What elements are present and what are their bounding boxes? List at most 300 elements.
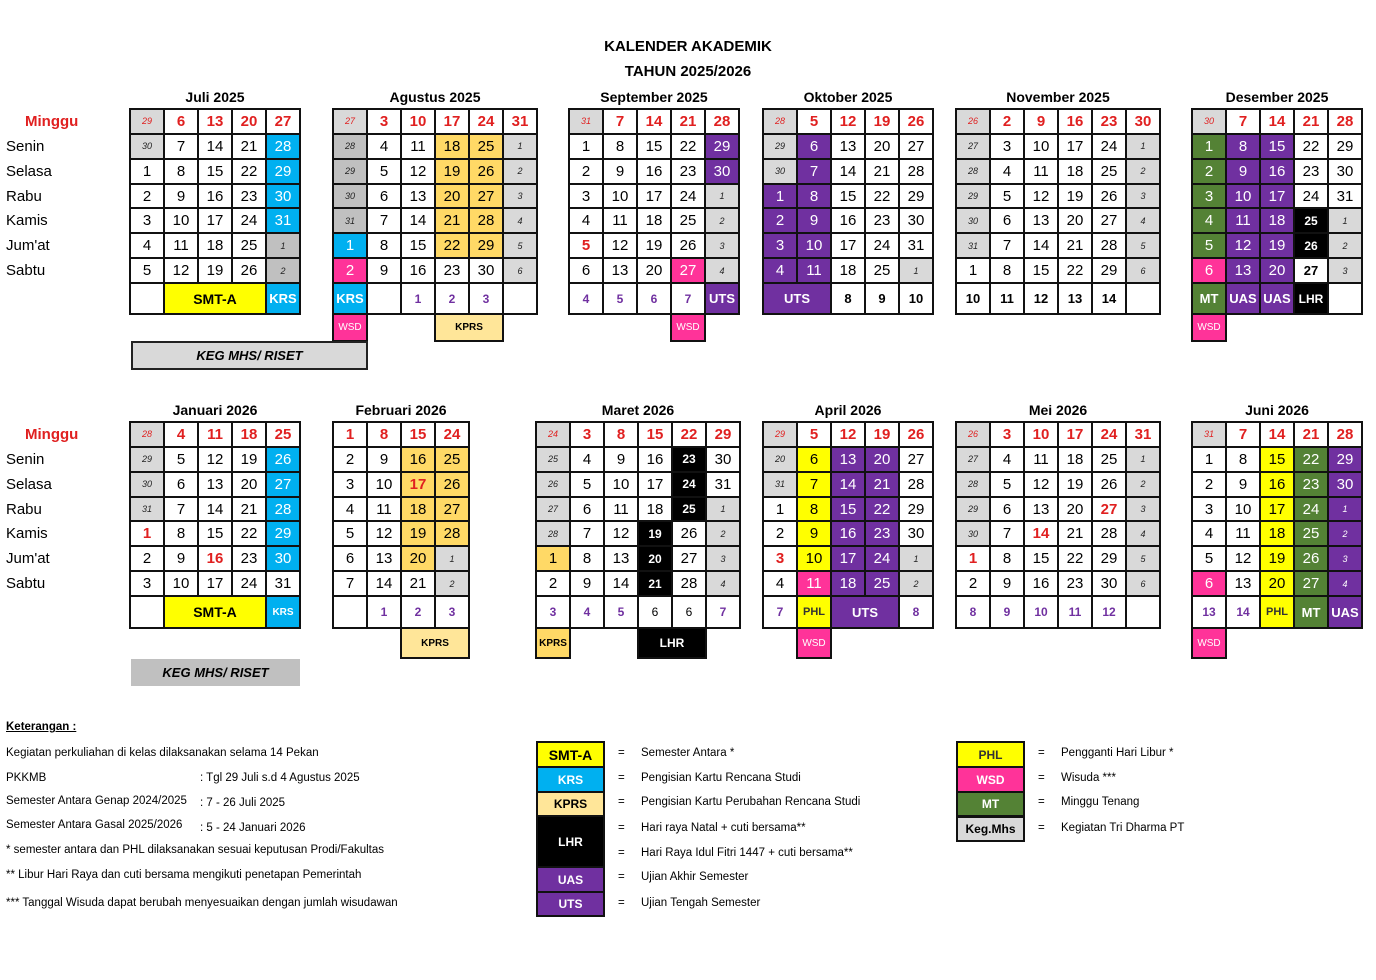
day-cell: 26 [434, 471, 470, 498]
day-cell: 21 [434, 207, 470, 234]
day-cell: 18 [830, 257, 866, 284]
day-cell: 10 [602, 183, 638, 210]
day-cell: 23 [1091, 108, 1127, 135]
note-sa-gasal-label: Semester Antara Gasal 2025/2026 [6, 819, 183, 831]
day-cell: 26 [231, 257, 267, 284]
day-cell: 10 [1225, 496, 1261, 523]
day-cell: 23 [231, 545, 267, 572]
day-cell: 13 [602, 257, 638, 284]
day-cell: 16 [1259, 471, 1295, 498]
week-number-cell: 8 [830, 282, 866, 315]
day-cell: 12 [400, 158, 436, 185]
week-number-cell: LHR [1293, 282, 1329, 315]
day-cell: 19 [864, 108, 900, 135]
day-cell: 2 [434, 570, 470, 597]
day-cell: 11 [796, 257, 832, 284]
day-cell: 20 [434, 183, 470, 210]
day-cell: 1 [704, 183, 740, 210]
day-cell: 13 [1023, 496, 1059, 523]
day-cell: 10 [1023, 133, 1059, 160]
day-cell: 19 [400, 520, 436, 547]
week-number-cell [366, 282, 402, 315]
day-cell: 30 [468, 257, 504, 284]
day-cell: 30 [898, 207, 934, 234]
week-number-cell: 13 [1191, 595, 1227, 629]
note-lecture-weeks: Kegiatan perkuliahan di kelas dilaksanakan selama 14 Pekan [6, 747, 319, 759]
day-cell: 2 [1327, 520, 1363, 547]
day-cell: 7 [1225, 108, 1261, 135]
day-cell: 1 [332, 421, 368, 448]
day-cell: 3 [1191, 183, 1227, 210]
day-cell: 14 [603, 570, 639, 597]
day-cell: 28 [762, 108, 798, 135]
day-cell: 1 [1125, 446, 1161, 473]
day-cell: 5 [1125, 232, 1161, 259]
day-cell: 24 [864, 545, 900, 572]
day-cell: 3 [1327, 545, 1363, 572]
day-cell: 17 [197, 570, 233, 597]
day-cell: 4 [1191, 207, 1227, 234]
day-cell: 25 [671, 496, 707, 523]
day-cell: 31 [762, 471, 798, 498]
day-cell: 3 [129, 207, 165, 234]
day-cell: 4 [989, 446, 1025, 473]
day-cell: 30 [265, 183, 301, 210]
event-label-wsd: WSD [332, 313, 368, 342]
day-cell: 12 [830, 421, 866, 448]
day-cell: 2 [129, 183, 165, 210]
day-cell: 20 [1259, 570, 1295, 597]
day-cell: 17 [830, 232, 866, 259]
legend-swatch-mt: MT [956, 791, 1025, 817]
week-number-cell: KRS [265, 595, 301, 629]
day-cell: 27 [434, 496, 470, 523]
legend-desc-lhr-idulfitri: Hari Raya Idul Fitri 1447 + cuti bersama** [641, 847, 853, 859]
day-cell: 27 [468, 183, 504, 210]
day-cell: 1 [129, 158, 165, 185]
week-number-cell: 13 [1057, 282, 1093, 315]
week-number-cell: MT [1191, 282, 1227, 315]
day-cell: 2 [502, 158, 538, 185]
day-cell: 2 [1191, 471, 1227, 498]
day-cell: 30 [762, 158, 798, 185]
event-label-wsd: WSD [670, 313, 706, 342]
day-cell: 28 [468, 207, 504, 234]
day-cell: 4 [332, 496, 368, 523]
day-cell: 17 [1259, 183, 1295, 210]
week-number-cell: UTS [830, 595, 900, 629]
day-cell: 14 [197, 496, 233, 523]
day-cell: 31 [129, 496, 165, 523]
day-cell: 7 [796, 158, 832, 185]
day-cell: 12 [366, 520, 402, 547]
day-cell: 14 [400, 207, 436, 234]
day-cell: 19 [1259, 545, 1295, 572]
day-cell: 10 [366, 471, 402, 498]
day-cell: 30 [1191, 108, 1227, 135]
day-cell: 16 [1259, 158, 1295, 185]
day-cell: 10 [796, 232, 832, 259]
day-cell: 17 [400, 471, 436, 498]
day-cell: 1 [898, 257, 934, 284]
legend-desc-smta: Semester Antara * [641, 747, 735, 759]
day-cell: 7 [163, 496, 199, 523]
week-number-cell: 6 [636, 282, 672, 315]
day-cell: 1 [434, 545, 470, 572]
day-cell: 15 [197, 520, 233, 547]
day-cell: 25 [468, 133, 504, 160]
day-cell: 27 [265, 471, 301, 498]
legend-swatch-smta: SMT-A [536, 741, 605, 768]
note-pkkmb-label: PKKMB [6, 772, 47, 784]
day-cell: 31 [898, 232, 934, 259]
day-cell: 27 [1091, 496, 1127, 523]
day-cell: 16 [400, 446, 436, 473]
day-cell: 17 [1057, 421, 1093, 448]
day-cell: 5 [796, 421, 832, 448]
legend-swatch-uas: UAS [536, 866, 605, 893]
event-label-wsd: WSD [1191, 313, 1227, 342]
day-cell: 8 [602, 133, 638, 160]
day-cell: 11 [1225, 520, 1261, 547]
day-cell: 23 [434, 257, 470, 284]
day-cell: 17 [197, 207, 233, 234]
day-cell: 13 [830, 446, 866, 473]
note-pkkmb-value: : Tgl 29 Juli s.d 4 Agustus 2025 [200, 772, 360, 784]
day-cell: 16 [197, 183, 233, 210]
day-cell: 6 [796, 133, 832, 160]
day-cell: 14 [1259, 421, 1295, 448]
week-number-cell: 7 [762, 595, 798, 629]
day-cell: 7 [602, 108, 638, 135]
day-cell: 6 [163, 471, 199, 498]
day-cell: 25 [864, 257, 900, 284]
day-cell: 2 [568, 158, 604, 185]
day-cell: 30 [332, 183, 368, 210]
day-cell: 12 [1023, 183, 1059, 210]
day-cell: 4 [569, 446, 605, 473]
day-cell: 24 [1293, 183, 1329, 210]
week-number-cell: 10 [898, 282, 934, 315]
note-sa-gasal-value: : 5 - 24 Januari 2026 [200, 822, 306, 834]
day-cell: 3 [129, 570, 165, 597]
day-cell: 13 [197, 471, 233, 498]
day-cell: 4 [762, 570, 798, 597]
day-cell: 1 [502, 133, 538, 160]
day-cell: 3 [1191, 496, 1227, 523]
week-number-cell: 12 [1023, 282, 1059, 315]
day-cell: 28 [535, 520, 571, 547]
week-number-cell: 1 [400, 282, 436, 315]
week-number-cell: UTS [762, 282, 832, 315]
week-number-cell [1125, 282, 1161, 315]
day-cell: 4 [366, 133, 402, 160]
day-cell: 13 [366, 545, 402, 572]
legend-eq: = [1038, 796, 1045, 808]
day-cell: 29 [762, 421, 798, 448]
day-cell: 25 [231, 232, 267, 259]
day-cell: 1 [129, 520, 165, 547]
day-cell: 3 [1327, 257, 1363, 284]
day-cell: 29 [1091, 257, 1127, 284]
day-cell: 15 [197, 158, 233, 185]
day-cell: 30 [129, 133, 165, 160]
day-cell: 30 [1327, 158, 1363, 185]
day-cell: 5 [796, 108, 832, 135]
day-cell: 20 [762, 446, 798, 473]
legend-eq: = [618, 847, 625, 859]
day-cell: 4 [163, 421, 199, 448]
day-cell: 11 [400, 133, 436, 160]
legend-eq: = [1038, 772, 1045, 784]
day-cell: 1 [1191, 133, 1227, 160]
day-cell: 18 [636, 207, 672, 234]
day-cell: 29 [1091, 545, 1127, 572]
day-cell: 1 [332, 232, 368, 259]
day-cell: 28 [1091, 520, 1127, 547]
day-cell: 12 [163, 257, 199, 284]
day-cell: 11 [366, 496, 402, 523]
day-cell: 1 [568, 133, 604, 160]
day-cell: 5 [129, 257, 165, 284]
day-cell: 31 [705, 471, 741, 498]
day-cell: 25 [670, 207, 706, 234]
day-cell: 10 [163, 207, 199, 234]
week-number-cell: UAS [1225, 282, 1261, 315]
day-cell: 9 [569, 570, 605, 597]
day-cell: 28 [1091, 232, 1127, 259]
day-cell: 4 [502, 207, 538, 234]
day-cell: 20 [864, 446, 900, 473]
day-cell: 13 [1225, 257, 1261, 284]
note-footnote-1: * semester antara dan PHL dilaksanakan sesuai keputusan Prodi/Fakultas [6, 844, 385, 856]
day-cell: 29 [129, 446, 165, 473]
day-cell: 25 [864, 570, 900, 597]
day-cell: 18 [830, 570, 866, 597]
day-cell: 14 [636, 108, 672, 135]
day-cell: 26 [1091, 471, 1127, 498]
day-cell: 28 [332, 133, 368, 160]
day-cell: 6 [1125, 570, 1161, 597]
legend-swatch-lhr: LHR [536, 815, 605, 868]
day-cell: 22 [231, 158, 267, 185]
day-cell: 26 [1293, 232, 1329, 259]
day-cell: 26 [671, 520, 707, 547]
day-label-selasa: Selasa [6, 163, 52, 180]
legend-swatch-phl: PHL [956, 741, 1025, 768]
event-label-kprs: KPRS [535, 627, 571, 659]
day-cell: 4 [1327, 570, 1363, 597]
day-cell: 18 [1259, 207, 1295, 234]
day-cell: 15 [830, 183, 866, 210]
week-number-cell: 2 [434, 282, 470, 315]
day-cell: 16 [1023, 570, 1059, 597]
day-label-senin: Senin [6, 451, 45, 468]
day-cell: 2 [762, 207, 798, 234]
day-cell: 30 [1327, 471, 1363, 498]
day-cell: 14 [1023, 232, 1059, 259]
day-cell: 21 [864, 158, 900, 185]
day-cell: 6 [502, 257, 538, 284]
day-cell: 16 [830, 207, 866, 234]
day-cell: 6 [568, 257, 604, 284]
day-cell: 12 [1023, 471, 1059, 498]
day-cell: 21 [670, 108, 706, 135]
day-cell: 4 [1125, 207, 1161, 234]
month-title: Februari 2026 [355, 402, 447, 418]
month-title: Mei 2026 [1028, 402, 1088, 418]
day-cell: 5 [569, 471, 605, 498]
day-cell: 2 [1191, 158, 1227, 185]
day-cell: 4 [1191, 520, 1227, 547]
day-cell: 31 [1327, 183, 1363, 210]
week-number-cell: 6 [671, 595, 707, 629]
day-cell: 1 [1191, 446, 1227, 473]
day-cell: 3 [704, 232, 740, 259]
day-cell: 29 [955, 496, 991, 523]
day-cell: 9 [602, 158, 638, 185]
day-cell: 2 [265, 257, 301, 284]
day-cell: 18 [197, 232, 233, 259]
day-cell: 21 [637, 570, 673, 597]
day-cell: 25 [1091, 446, 1127, 473]
day-cell: 28 [671, 570, 707, 597]
day-cell: 8 [603, 421, 639, 448]
day-cell: 21 [231, 496, 267, 523]
day-cell: 10 [796, 545, 832, 572]
day-cell: 3 [1125, 496, 1161, 523]
day-cell: 1 [762, 183, 798, 210]
day-cell: 29 [898, 183, 934, 210]
day-cell: 28 [1327, 108, 1363, 135]
day-cell: 22 [1057, 257, 1093, 284]
day-cell: 26 [1091, 183, 1127, 210]
day-cell: 24 [434, 421, 470, 448]
day-cell: 5 [989, 471, 1025, 498]
day-cell: 25 [535, 446, 571, 473]
day-cell: 21 [231, 133, 267, 160]
week-number-cell [1327, 282, 1363, 315]
legend-eq: = [1038, 747, 1045, 759]
day-cell: 23 [864, 520, 900, 547]
day-cell: 2 [955, 570, 991, 597]
legend-swatch-krs: KRS [536, 766, 605, 793]
day-cell: 14 [830, 471, 866, 498]
day-cell: 7 [366, 207, 402, 234]
day-cell: 29 [265, 520, 301, 547]
legend-desc-uas: Ujian Akhir Semester [641, 871, 749, 883]
day-cell: 13 [400, 183, 436, 210]
day-cell: 4 [704, 257, 740, 284]
week-number-cell: 3 [468, 282, 504, 315]
day-cell: 4 [568, 207, 604, 234]
day-cell: 19 [864, 421, 900, 448]
day-cell: 31 [265, 207, 301, 234]
day-cell: 11 [796, 570, 832, 597]
legend-desc-kegmhs: Kegiatan Tri Dharma PT [1061, 822, 1185, 834]
day-cell: 2 [898, 570, 934, 597]
day-cell: 26 [955, 421, 991, 448]
keg-mhs-riset-bar-semester2: KEG MHS/ RISET [131, 659, 300, 686]
day-cell: 30 [129, 471, 165, 498]
week-number-cell: 4 [569, 595, 605, 629]
event-label-kprs: KPRS [434, 313, 504, 342]
day-cell: 1 [535, 545, 571, 572]
day-cell: 19 [637, 520, 673, 547]
day-cell: 6 [569, 496, 605, 523]
day-cell: 28 [704, 108, 740, 135]
day-label-senin: Senin [6, 138, 45, 155]
day-cell: 16 [197, 545, 233, 572]
legend-eq: = [618, 747, 625, 759]
day-cell: 2 [129, 545, 165, 572]
day-cell: 28 [1327, 421, 1363, 448]
day-cell: 22 [671, 421, 707, 448]
day-cell: 15 [1259, 446, 1295, 473]
day-cell: 29 [129, 108, 165, 135]
day-cell: 1 [762, 496, 798, 523]
day-cell: 26 [670, 232, 706, 259]
legend-eq: = [1038, 822, 1045, 834]
day-cell: 15 [637, 421, 673, 448]
day-cell: 16 [636, 158, 672, 185]
day-label-minggu: Minggu [25, 113, 79, 130]
notes-heading: Keterangan : [6, 721, 77, 733]
day-cell: 24 [468, 108, 504, 135]
day-cell: 1 [265, 232, 301, 259]
day-cell: 13 [603, 545, 639, 572]
day-cell: 25 [1091, 158, 1127, 185]
day-cell: 19 [231, 446, 267, 473]
day-cell: 2 [1125, 158, 1161, 185]
day-cell: 31 [502, 108, 538, 135]
day-cell: 1 [898, 545, 934, 572]
day-cell: 18 [1057, 158, 1093, 185]
day-cell: 9 [603, 446, 639, 473]
month-title: Januari 2026 [172, 402, 258, 418]
legend-swatch-kegmhs: Keg.Mhs [956, 816, 1025, 842]
day-cell: 8 [796, 496, 832, 523]
week-number-cell: 11 [1057, 595, 1093, 629]
day-cell: 15 [400, 421, 436, 448]
day-cell: 22 [864, 496, 900, 523]
day-cell: 3 [332, 471, 368, 498]
day-cell: 9 [989, 570, 1025, 597]
day-cell: 20 [400, 545, 436, 572]
day-cell: 7 [332, 570, 368, 597]
day-cell: 20 [637, 545, 673, 572]
day-cell: 14 [830, 158, 866, 185]
day-cell: 5 [1191, 232, 1227, 259]
day-cell: 2 [704, 207, 740, 234]
day-cell: 5 [163, 446, 199, 473]
month-title: April 2026 [814, 402, 882, 418]
day-cell: 21 [1293, 421, 1329, 448]
day-cell: 1 [955, 545, 991, 572]
day-cell: 9 [366, 446, 402, 473]
day-cell: 19 [1057, 183, 1093, 210]
day-cell: 12 [1225, 545, 1261, 572]
day-cell: 10 [163, 570, 199, 597]
day-cell: 2 [762, 520, 798, 547]
day-cell: 29 [468, 232, 504, 259]
day-cell: 13 [1023, 207, 1059, 234]
day-cell: 29 [265, 158, 301, 185]
day-cell: 20 [231, 108, 267, 135]
day-cell: 30 [1125, 108, 1161, 135]
day-cell: 14 [366, 570, 402, 597]
day-cell: 23 [864, 207, 900, 234]
